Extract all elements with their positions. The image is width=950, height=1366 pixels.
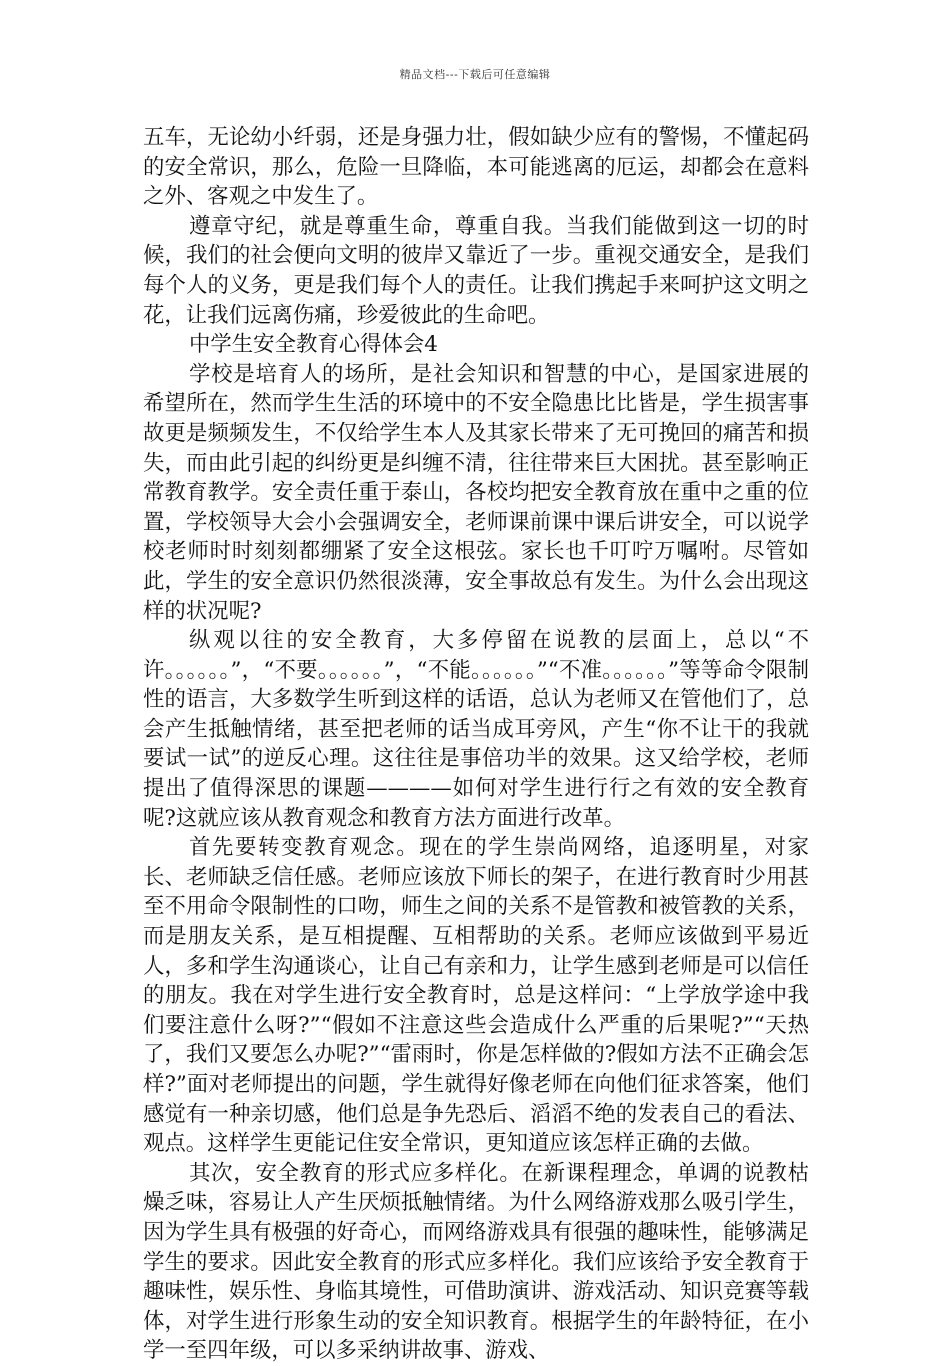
paragraph: 首先要转变教育观念。现在的学生崇尚网络，追逐明星，对家长、老师缺乏信任感。老师应该放下师长的架子，在进行教育时少用甚至不用命令限制性的口吻，师生之间的关系不是管教和被管教的关系，而是朋友关系，是互相提醒、互相帮助的关系。老师应该做到平易近人，多和学生沟通谈心，让自己有亲和力，让学生感到老师是可以信任的朋友。我在对学生进行安全教育时，总是这样问：“上学放学途中我们要注意什么呀?”“假如不注意这些会造成什么严重的后果呢?”“天热了，我们又要怎么办呢?”“雷雨时，你是怎样做的?假如方法不正确会怎样?”面对老师提出的问题，学生就得好像老师在向他们征求答案，他们感觉有一种亲切感，他们总是争先恐后、滔滔不绝的发表自己的看法、观点。这样学生更能记住安全常识，更知道应该怎样正确的去做。 xyxy=(143,835,809,1157)
paragraph: 遵章守纪，就是尊重生命，尊重自我。当我们能做到这一切的时候，我们的社会便向文明的彼岸又靠近了一步。重视交通安全，是我们每个人的义务，更是我们每个人的责任。让我们携起手来呵护这文明之花，让我们远离伤痛，珍爱彼此的生命吧。 xyxy=(143,213,809,328)
paragraph: 学校是培育人的场所，是社会知识和智慧的中心，是国家进展的希望所在，然而学生生活的环境中的不安全隐患比比皆是，学生损害事故更是频频发生，不仅给学生本人及其家长带来了无可挽回的痛苦和损失，而由此引起的纠纷更是纠缠不清，往往带来巨大困扰。甚至影响正常教育教学。安全责任重于泰山，各校均把安全教育放在重中之重的位置，学校领导大会小会强调安全，老师课前课中课后讲安全，可以说学校老师时时刻刻都绷紧了安全这根弦。家长也千叮咛万嘱咐。尽管如此，学生的安全意识仍然很淡薄，安全事故总有发生。为什么会出现这样的状况呢? xyxy=(143,361,809,624)
paragraph: 纵观以往的安全教育，大多停留在说教的层面上，总以“不许。。。。。。”，“不要。。。。。。”，“不能。。。。。。”“不准。。。。。。”等等命令限制性的语言，大多数学生听到这样的话语，总认为老师又在管他们了，总会产生抵触情绪，甚至把老师的话当成耳旁风，产生“你不让干的我就要试一试”的逆反心理。这往往是事倍功半的效果。这又给学校，老师提出了值得深思的课题————如何对学生进行行之有效的安全教育呢?这就应该从教育观念和教育方法方面进行改革。 xyxy=(143,628,809,831)
page-header: 精品文档---下载后可任意编辑 xyxy=(399,68,551,81)
paragraph-continuation: 五车，无论幼小纤弱，还是身强力壮，假如缺少应有的警惕，不懂起码的安全常识，那么，危险一旦降临，本可能逃离的厄运，却都会在意料之外、客观之中发生了。 xyxy=(143,125,809,210)
paragraph: 其次，安全教育的形式应多样化。在新课程理念，单调的说教枯燥乏味，容易让人产生厌烦抵触情绪。为什么网络游戏那么吸引学生，因为学生具有极强的好奇心，而网络游戏具有很强的趣味性，能够满足学生的要求。因此安全教育的形式应多样化。我们应该给予安全教育于趣味性，娱乐性、身临其境性，可借助演讲、游戏活动、知识竞赛等载体，对学生进行形象生动的安全知识教育。根据学生的年龄特征，在小学一至四年级，可以多采纳讲故事、游戏、 xyxy=(143,1160,809,1364)
document-body xyxy=(143,123,809,1366)
section-heading: 中学生安全教育心得体会4 xyxy=(189,332,438,358)
